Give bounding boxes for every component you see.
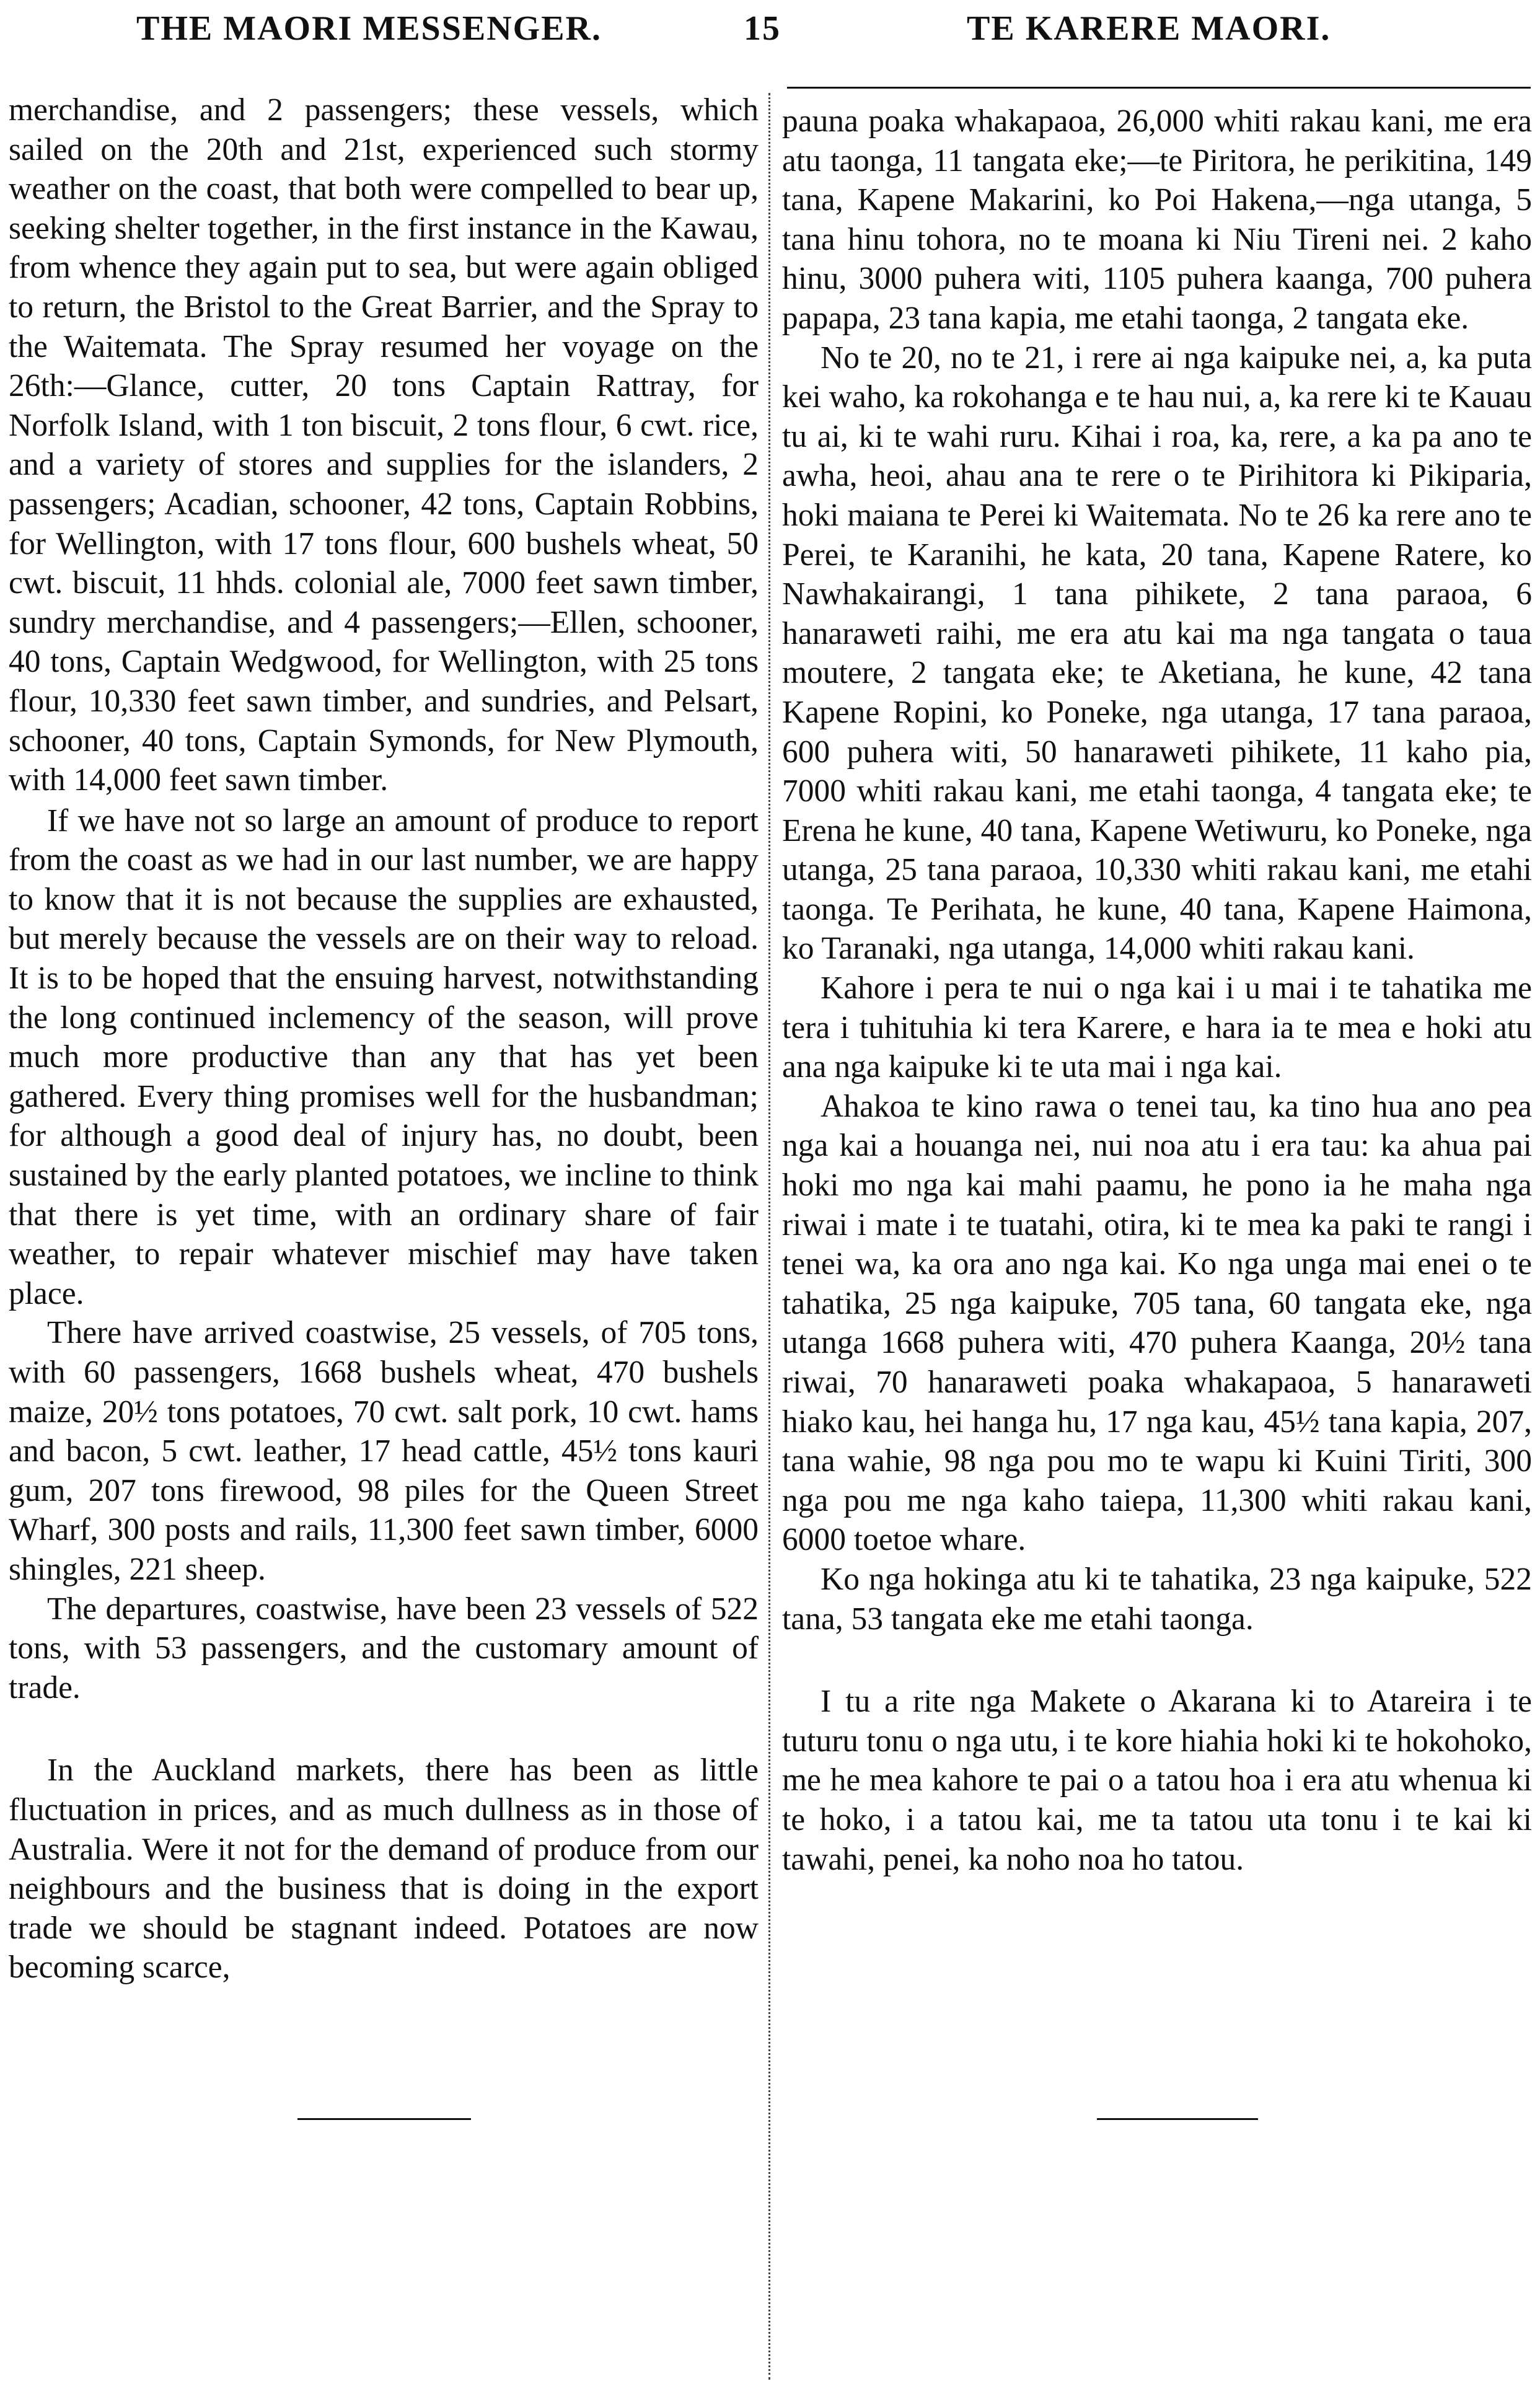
- column-divider: [768, 93, 772, 2380]
- maori-markets-paragraph: I tu a rite nga Makete o Akarana ki to Atareira i te tuturu tonu o nga utu, i te kore hiahia hoki ki te hokohoko, me he mea kahore te pai o a tatou hoa i era atu whenua ki te hoko, i a tatou kai, me ta tatou uta tonu i te kai ki tawahi, penei, ka noho noa ho tatou.: [782, 1684, 1532, 1877]
- english-shipping-paragraph: merchandise, and 2 passengers; these vessels, which sailed on the 20th and 21st, experienced such stormy weather on the coast, that both were compelled to bear up, seeking shelter together, in the first instance in the Kawau, from whence they again put to sea, but were again obliged to return, the Bristol to the Great Barrier, and the Spray to the Waitemata. The Spray resumed her voyage on the 26th:—Glance, cutter, 20 tons Captain Rattray, for Norfolk Island, with 1 ton biscuit, 2 tons flour, 6 cwt. rice, and a variety of stores and supplies for the islanders, 2 passengers; Acadian, schooner, 42 tons, Captain Robbins, for Wellington, with 17 tons flour, 600 bushels wheat, 50 cwt. biscuit, 11 hhds. colonial ale, 7000 feet sawn timber, sundry merchandise, and 4 passengers;—Ellen, schooner, 40 tons, Captain Wedgwood, for Wellington, with 25 tons flour, 10,330 feet sawn timber, and sundries, and Pelsart, schooner, 40 tons, Captain Symonds, for New Plymouth, with 14,000 feet sawn timber.: [9, 92, 759, 798]
- english-column: [9, 87, 759, 1987]
- maori-voyage-paragraph: No te 20, no te 21, i rere ai nga kaipuke nei, a, ka puta kei waho, ka rokohanga e te hau nui, a, ka rere ki te Kauau tu ai, ki te wahi ruru. Kihai i roa, ka, rere, a ka pa ano te awha, heoi, ahau ana te rere o te Pirihitora ki Pikiparia, hoki maiana te Perei ki Waitemata. No te 26 ka rere ano te Perei, te Karanihi, he kata, 20 tana, Kapene Ratere, ko Nawhakairangi, 1 tana pihikete, 2 tana paraoa, 6 hanaraweti raihi, me era atu kai ma nga tangata o taua moutere, 2 tangata eke; te Aketiana, he kune, 42 tana Kapene Ropini, ko Poneke, nga utanga, 17 tana paraoa, 600 puhera witi, 50 hanaraweti pihikete, 11 kaho pia, 7000 whiti rakau kani, me etahi taonga, 4 tangata eke; te Erena he kune, 40 tana, Kapene Wetiwuru, ko Poneke, nga utanga, 25 tana paraoa, 10,330 whiti rakau kani, me etahi taonga. Te Perihata, he kune, 40 tana, Kapene Haimona, ko Taranaki, nga utanga, 14,000 whiti rakau kani.: [782, 340, 1532, 967]
- maori-departures-paragraph: Ko nga hokinga atu ki te tahatika, 23 nga kaipuke, 522 tana, 53 tangata eke me etahi taonga.: [782, 1561, 1532, 1637]
- maori-produce-paragraph: Kahore i pera te nui o nga kai i u mai i te tahatika me tera i tuhituhia ki tera Karere, e hara ia te mea e hoki atu ana nga kaipuke ki te uta mai i nga kai.: [782, 970, 1532, 1085]
- maori-masthead: TE KARERE MAORI.: [967, 9, 1331, 48]
- english-markets-paragraph: In the Auckland markets, there has been as little fluctuation in prices, and as much dullness as in those of Australia. Were it not for the demand of produce from our neighbours and the business that is doing in the export trade we should be stagnant indeed. Potatoes are now becoming scarce,: [9, 1753, 759, 1986]
- english-departures-paragraph: The departures, coastwise, have been 23 vessels of 522 tons, with 53 passengers, and the customary amount of trade.: [9, 1591, 759, 1705]
- english-produce-paragraph: If we have not so large an amount of produce to report from the coast as we had in our last number, we are happy to know that it is not because the supplies are exhausted, but merely because the vessels are on their way to reload. It is to be hoped that the ensuing harvest, notwithstanding the long continued inclemency of the season, will prove much more productive than any that has yet been gathered. Every thing promises well for the husbandman; for although a good deal of injury has, no doubt, been sustained by the early planted potatoes, we incline to think that there is yet time, with an ordinary share of fair weather, to repair whatever mischief may have taken place.: [9, 803, 759, 1311]
- page-header: [0, 0, 1540, 74]
- maori-arrivals-paragraph: Ahakoa te kino rawa o tenei tau, ka tino hua ano pea nga kai a houanga nei, nui noa atu i era tau: ka ahua pai hoki mo nga kai mahi paamu, he pono ia he maha nga riwai i mate i te tuatahi, otira, ki te mea ka paki te rangi i tenei wa, ka ora ano nga kai. Ko nga unga mai enei o te tahatika, 25 nga kaipuke, 705 tana, 60 tangata eke, nga utanga 1668 puhera witi, 470 puhera Kaanga, 20½ tana riwai, 70 hanaraweti poaka whakapaoa, 5 hanaraweti hiako kau, hei hanga hu, 17 nga kau, 45½ tana kapia, 207, tana wahie, 98 nga pou mo te wapu ki Kuini Tiriti, 300 nga pou me nga kaho taiepa, 11,300 whiti rakau kani, 6000 toetoe whare.: [782, 1088, 1532, 1558]
- english-arrivals-paragraph: There have arrived coastwise, 25 vessels, of 705 tons, with 60 passengers, 1668 bushels wheat, 470 bushels maize, 20½ tons potatoes, 70 cwt. salt pork, 10 cwt. hams and bacon, 5 cwt. leather, 17 head cattle, 45½ tons kauri gum, 207 tons firewood, 98 piles for the Queen Street Wharf, 300 posts and rails, 11,300 feet sawn timber, 6000 shingles, 221 sheep.: [9, 1315, 759, 1587]
- maori-column: [782, 87, 1532, 1879]
- maori-shipping-paragraph: pauna poaka whakapaoa, 26,000 whiti rakau kani, me era atu taonga, 11 tangata eke;—te Piritora, he perikitina, 149 tana, Kapene Makarini, ko Poi Hakena,—nga utanga, 5 tana hinu tohora, no te moana ki Niu Tireni nei. 2 kaho hinu, 3000 puhera witi, 1105 puhera kaanga, 700 puhera papapa, 23 tana kapia, me etahi taonga, 2 tangata eke.: [782, 103, 1532, 336]
- page-number: 15: [744, 9, 781, 48]
- english-masthead: THE MAORI MESSENGER.: [136, 9, 602, 48]
- maori-section-rule: [1097, 2118, 1258, 2120]
- english-section-rule: [297, 2118, 471, 2120]
